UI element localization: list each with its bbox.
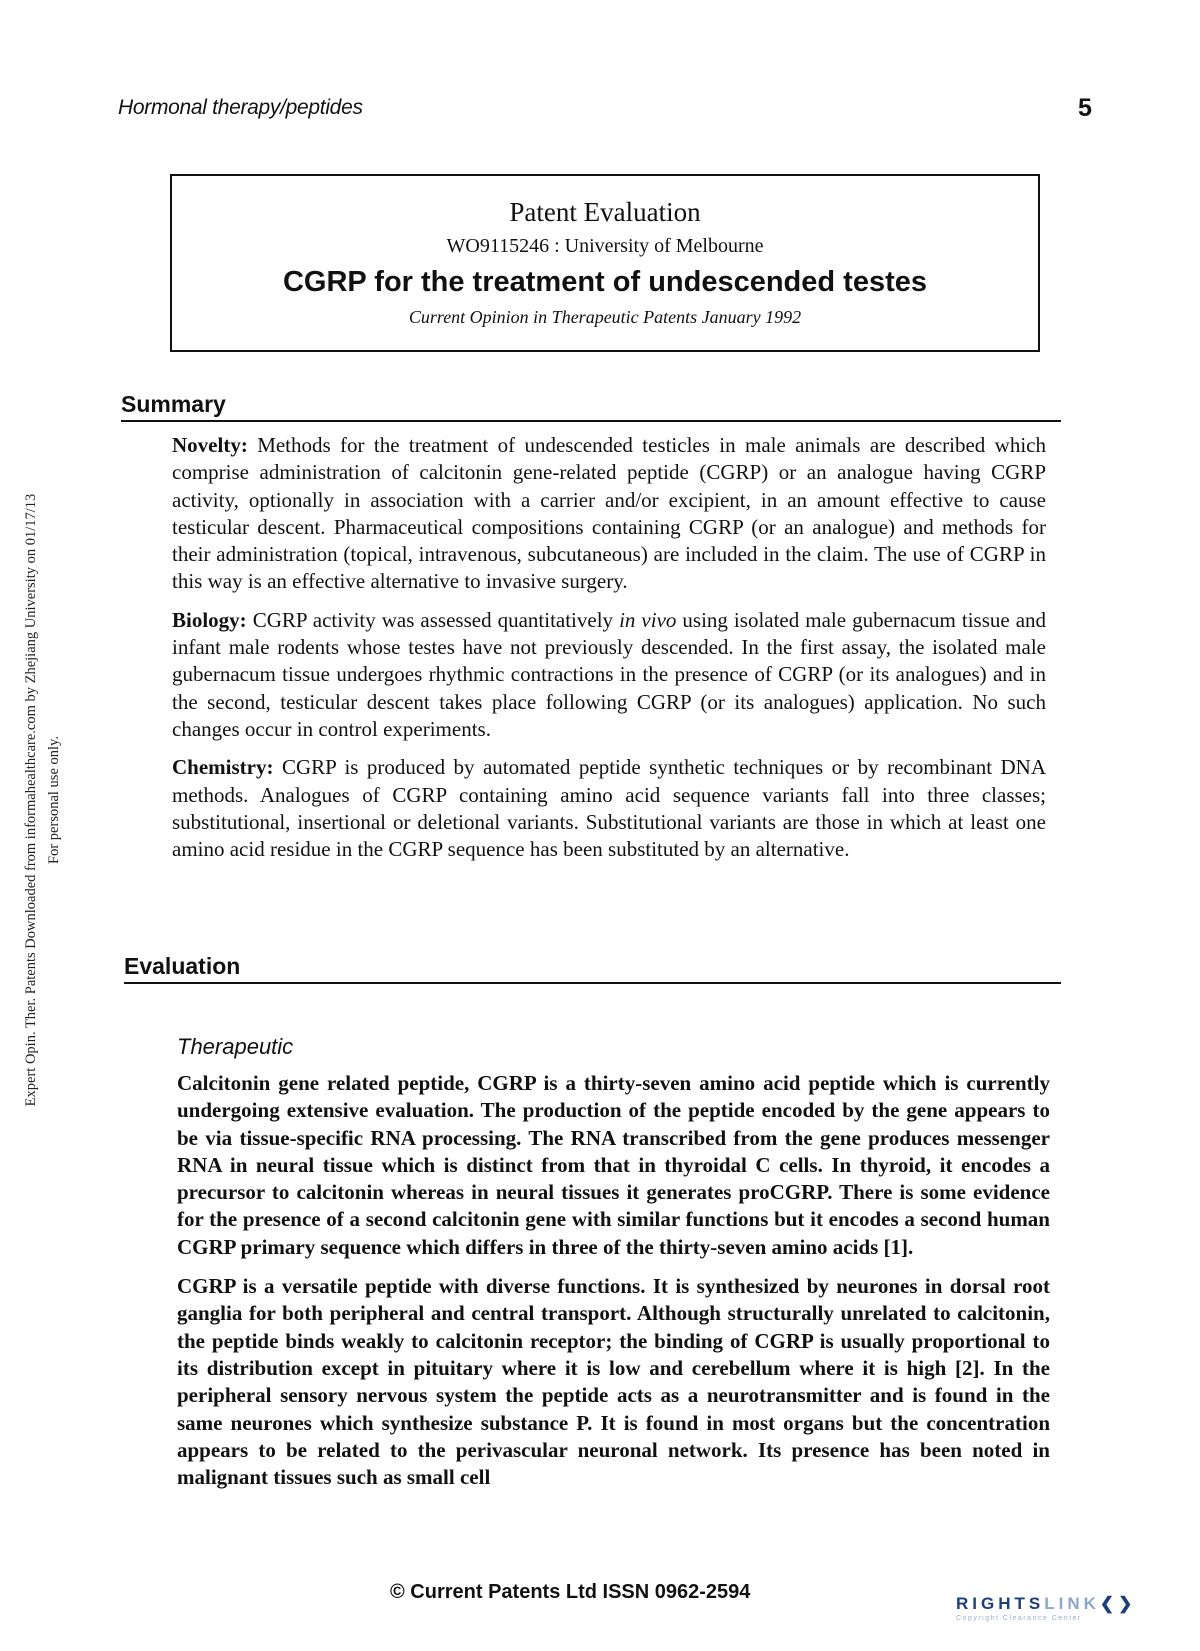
rightslink-logo[interactable] <box>956 1594 1156 1622</box>
box-kicker: Patent Evaluation <box>509 197 701 227</box>
summary-heading: Summary <box>121 391 1061 422</box>
biology-paragraph <box>172 607 1046 743</box>
rightslink-tagline: Copyright Clearance Center <box>956 1615 1082 1622</box>
therapeutic-subheading: Therapeutic <box>177 1034 294 1059</box>
chemistry-label: Chemistry: <box>172 755 274 780</box>
summary-section <box>172 432 1046 874</box>
journal-citation: Current Opinion in Therapeutic Patents January 1992 <box>408 307 802 327</box>
article-title: CGRP for the treatment of undescended testes <box>282 266 928 298</box>
novelty-label: Novelty: <box>172 433 248 457</box>
page-number: 5 <box>1078 94 1092 122</box>
novelty-text: Methods for the treatment of undescended testicles in male animals are described which comprise administration of calcitonin gene-related peptide (CGRP) or an analogue having CGRP activity, optionally in association with a carrier and/or excipient, in an amount effective to cause testicular descent. Pharmaceutical compositions containing CGRP (or an analogue) and methods for their administration (topical, intravenous, subcutaneous) are included in the claim. The use of CGRP in this way is an effective alternative to invasive surgery. <box>172 433 1046 594</box>
biology-text-italic: in vivo <box>619 607 677 632</box>
copyright-footer: © Current Patents Ltd ISSN 0962-2594 <box>390 1581 751 1603</box>
running-head: Hormonal therapy/peptides <box>118 96 363 119</box>
patent-evaluation-box <box>170 174 1040 352</box>
therapeutic-section <box>177 1070 1050 1503</box>
novelty-paragraph <box>172 432 1046 596</box>
patent-number: WO9115246 : University of Melbourne <box>446 235 764 257</box>
therapeutic-paragraph-1: Calcitonin gene related peptide, CGRP is a thirty-seven amino acid peptide which is currently undergoing extensive evaluation. The production of the peptide encoded by the gene appears to be via tissue-specific RNA processing. The RNA transcribed from the gene produces messenger RNA in neural tissue which is distinct from that in thyroidal C cells. In thyroid, it encodes a precursor to calcitonin whereas in neural tissues it generates proCGRP. There is some evidence for the presence of a second calcitonin gene with similar functions but it encodes a second human CGRP primary sequence which differs in three of the thirty-seven amino acids [1]. <box>177 1071 1050 1259</box>
download-watermark <box>20 420 80 1180</box>
download-notice: Expert Opin. Ther. Patents Downloaded from informahealthcare.com by Zhejiang University on 01/17/13 <box>23 493 39 1107</box>
rightslink-arrow-icon: ❮❯ <box>1099 1594 1137 1613</box>
rightslink-brand-rights: RIGHTS <box>956 1594 1045 1613</box>
biology-text-end: using isolated male gubernacum tissue and infant male rodents whose testes have not previously descended. In the first assay, the isolated male gubernacum tissue undergoes rhythmic contractions in the presence of CGRP (or its analogues) and in the second, testicular descent takes place following CGRP (or its analogues) application. No such changes occur in control experiments. <box>172 607 1047 741</box>
rightslink-brand-link: LINK <box>1044 1594 1100 1613</box>
chemistry-text: CGRP is produced by automated peptide synthetic techniques or by recombinant DNA methods. Analogues of CGRP containing amino acid sequence variants fall into three classes; substitutional, insertional or deletional variants. Substitutional variants are those in which at least one amino acid residue in the CGRP sequence has been substituted by an alternative. <box>172 755 1046 862</box>
biology-text-start: CGRP activity was assessed quantitatively <box>252 607 614 632</box>
chemistry-paragraph <box>172 754 1046 863</box>
biology-label: Biology: <box>172 607 247 632</box>
therapeutic-paragraph-2: CGRP is a versatile peptide with diverse functions. It is synthesized by neurones in dorsal root ganglia for both peripheral and central transport. Although structurally unrelated to calcitonin, the peptide binds weakly to calcitonin receptor; the binding of CGRP is usually proportional to its distribution except in pituitary where it is low and cerebellum where it is high [2]. In the peripheral sensory nervous system the peptide acts as a neurotransmitter and is found in the same neurones which synthesize substance P. It is found in most organs but the concentration appears to be related to the perivascular neuronal network. Its presence has been noted in malignant tissues such as small cell <box>177 1274 1050 1490</box>
evaluation-heading: Evaluation <box>124 953 1061 984</box>
personal-use-notice: For personal use only. <box>46 736 62 864</box>
